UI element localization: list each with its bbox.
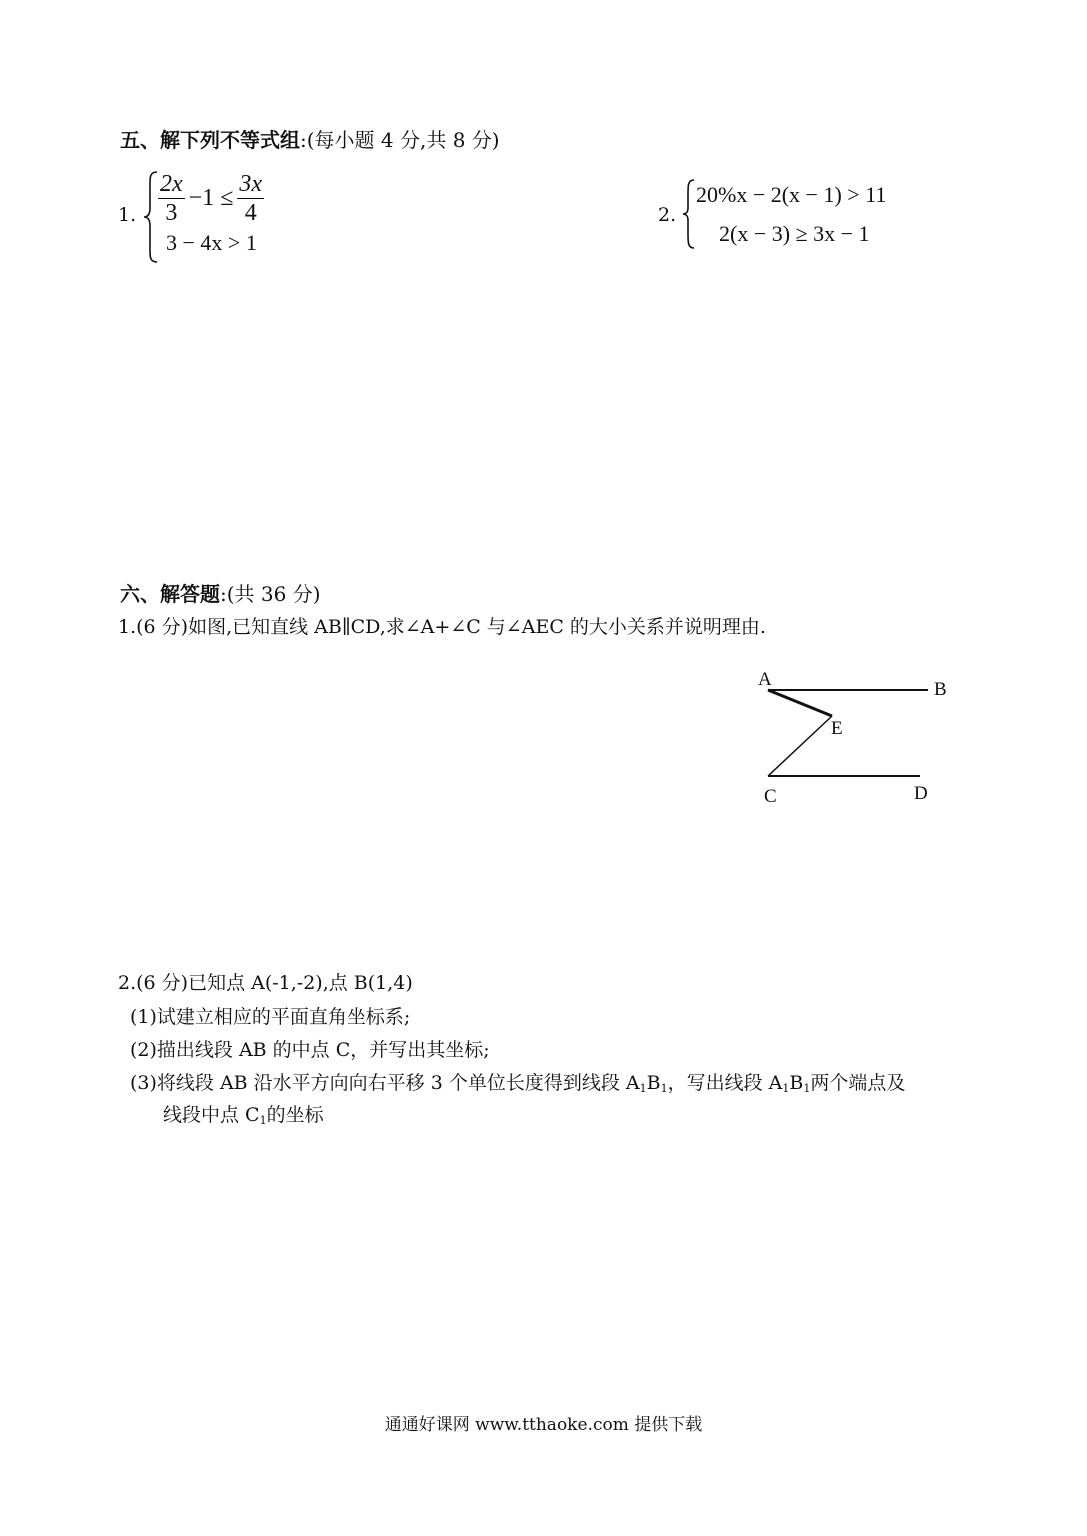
section6-title: 六、解答题	[120, 582, 220, 606]
question-2-item-3	[130, 1068, 905, 1095]
item-3-text: B	[646, 1072, 661, 1094]
subscript: 1	[639, 1082, 647, 1095]
question-2-item-2: (2)描出线段 AB 的中点 C，并写出其坐标;	[130, 1039, 490, 1061]
label-a: A	[758, 669, 772, 690]
section6-note: :(共 36 分)	[220, 582, 321, 606]
section5-heading	[120, 124, 500, 153]
label-c: C	[764, 786, 777, 807]
section6-heading	[120, 578, 321, 607]
inequality-line-2: 3 − 4x > 1	[166, 230, 257, 255]
item-3-text: ，写出线段 A	[667, 1072, 783, 1094]
inequality-operator: −1 ≤	[188, 185, 234, 211]
fraction-denominator: 4	[244, 200, 257, 226]
subscript: 1	[782, 1082, 790, 1095]
item-3-text: 线段中点 C	[163, 1104, 260, 1126]
item-3-text: (3)将线段 AB 沿水平方向向右平移 3 个单位长度得到线段 A	[130, 1072, 640, 1094]
fraction-numerator: 2x	[160, 171, 183, 197]
segment-ae	[768, 690, 832, 716]
fraction-3x-over-4	[237, 172, 264, 225]
subscript: 1	[259, 1114, 267, 1127]
label-d: D	[914, 783, 928, 804]
section5-note: :(每小题 4 分,共 8 分)	[300, 128, 500, 152]
left-brace-icon	[682, 178, 696, 250]
question-2-item-3-continued	[163, 1100, 324, 1127]
label-b: B	[934, 679, 947, 700]
inequality-line-1: 20%x − 2(x − 1) > 11	[696, 182, 887, 207]
inequality-line-1	[158, 172, 264, 225]
item-3-text: 两个端点及	[810, 1072, 906, 1094]
inequality-line-2: 2(x − 3) ≥ 3x − 1	[719, 221, 870, 246]
left-brace-icon	[143, 170, 159, 264]
page-footer: 通通好课网 www.tthaoke.com 提供下载	[384, 1415, 703, 1435]
item-3-text: B	[789, 1072, 804, 1094]
segment-ec	[768, 716, 832, 776]
problem-number: 1.	[118, 204, 137, 226]
fraction-denominator: 3	[165, 200, 178, 226]
fraction-numerator: 3x	[239, 171, 263, 197]
fraction-2x-over-3	[158, 172, 185, 225]
subscript: 1	[660, 1082, 668, 1095]
label-e: E	[831, 718, 843, 739]
question-1-text: 1.(6 分)如图,已知直线 AB∥CD,求∠A+∠C 与∠AEC 的大小关系并说明理由.	[118, 616, 766, 638]
question-2-text: 2.(6 分)已知点 A(-1,-2),点 B(1,4)	[118, 972, 413, 994]
problem-number: 2.	[658, 204, 677, 226]
geometry-figure	[740, 660, 970, 810]
question-2-item-1: (1)试建立相应的平面直角坐标系;	[130, 1006, 411, 1028]
subscript: 1	[803, 1082, 811, 1095]
item-3-text: 的坐标	[266, 1104, 324, 1126]
section5-title: 五、解下列不等式组	[120, 128, 300, 152]
